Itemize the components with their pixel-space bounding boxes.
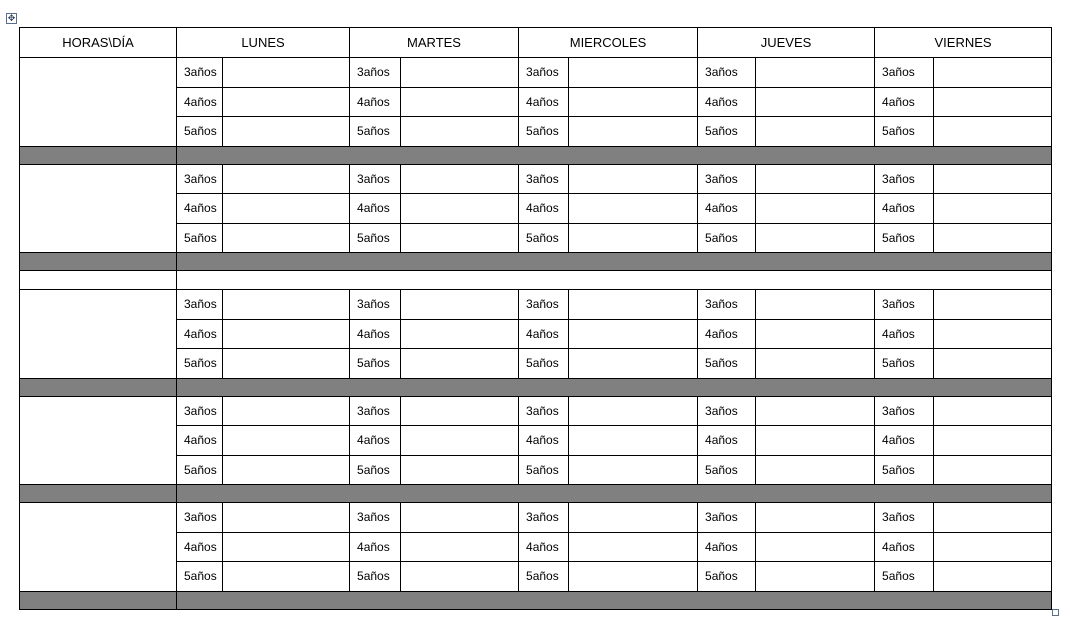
age-label-viernes: 4años	[875, 532, 934, 562]
break-span-cell[interactable]	[177, 253, 1052, 271]
entry-cell-viernes[interactable]	[934, 532, 1052, 562]
age-label-miercoles: 4años	[519, 194, 569, 224]
age-label-jueves: 5años	[698, 117, 756, 147]
entry-cell-jueves[interactable]	[756, 396, 875, 426]
age-label-martes: 5años	[350, 562, 401, 592]
age-label-jueves: 3años	[698, 58, 756, 88]
header-row	[20, 28, 1052, 58]
entry-cell-miercoles[interactable]	[569, 290, 698, 320]
break-row	[20, 591, 1052, 609]
entry-cell-lunes[interactable]	[223, 58, 350, 88]
age-label-lunes: 4años	[177, 532, 223, 562]
entry-cell-viernes[interactable]	[934, 349, 1052, 379]
entry-cell-jueves[interactable]	[756, 532, 875, 562]
break-hour-cell[interactable]	[20, 378, 177, 396]
spacer-cell[interactable]	[20, 271, 177, 290]
day-header-miercoles: MIERCOLES	[519, 28, 698, 58]
entry-cell-martes[interactable]	[401, 194, 519, 224]
entry-cell-miercoles[interactable]	[569, 194, 698, 224]
entry-cell-viernes[interactable]	[934, 223, 1052, 253]
age-label-miercoles: 4años	[519, 319, 569, 349]
hour-cell-1[interactable]	[20, 58, 177, 147]
break-hour-cell[interactable]	[20, 485, 177, 503]
age-label-miercoles: 5años	[519, 455, 569, 485]
day-header-viernes: VIERNES	[875, 28, 1052, 58]
age-label-miercoles: 5años	[519, 117, 569, 147]
age-label-martes: 5años	[350, 117, 401, 147]
hour-cell-2[interactable]	[20, 164, 177, 253]
entry-cell-viernes[interactable]	[934, 455, 1052, 485]
age-label-jueves: 4años	[698, 194, 756, 224]
age-label-jueves: 3años	[698, 290, 756, 320]
age-label-martes: 4años	[350, 194, 401, 224]
age-label-miercoles: 5años	[519, 562, 569, 592]
entry-cell-viernes[interactable]	[934, 194, 1052, 224]
entry-cell-martes[interactable]	[401, 503, 519, 533]
age-label-martes: 4años	[350, 319, 401, 349]
age-label-miercoles: 4años	[519, 87, 569, 117]
entry-cell-viernes[interactable]	[934, 503, 1052, 533]
break-span-cell[interactable]	[177, 591, 1052, 609]
entry-cell-viernes[interactable]	[934, 87, 1052, 117]
age-label-viernes: 4años	[875, 194, 934, 224]
entry-cell-viernes[interactable]	[934, 290, 1052, 320]
entry-cell-martes[interactable]	[401, 117, 519, 147]
day-header-jueves: JUEVES	[698, 28, 875, 58]
age-label-miercoles: 3años	[519, 164, 569, 194]
age-label-miercoles: 5años	[519, 223, 569, 253]
entry-cell-miercoles[interactable]	[569, 396, 698, 426]
entry-cell-martes[interactable]	[401, 562, 519, 592]
entry-cell-viernes[interactable]	[934, 117, 1052, 147]
age-label-lunes: 3años	[177, 164, 223, 194]
hour-cell-5[interactable]	[20, 503, 177, 592]
age-label-lunes: 5años	[177, 349, 223, 379]
age-label-martes: 5años	[350, 455, 401, 485]
entry-cell-miercoles[interactable]	[569, 117, 698, 147]
entry-cell-lunes[interactable]	[223, 164, 350, 194]
age-label-jueves: 5años	[698, 455, 756, 485]
entry-cell-viernes[interactable]	[934, 562, 1052, 592]
entry-cell-miercoles[interactable]	[569, 349, 698, 379]
age-label-viernes: 3años	[875, 503, 934, 533]
break-row	[20, 485, 1052, 503]
age-label-martes: 5años	[350, 223, 401, 253]
entry-cell-martes[interactable]	[401, 223, 519, 253]
age-label-martes: 3años	[350, 58, 401, 88]
entry-cell-jueves[interactable]	[756, 87, 875, 117]
table-resize-handle-icon[interactable]	[1052, 609, 1059, 616]
table-row	[20, 503, 1052, 533]
age-label-viernes: 5años	[875, 117, 934, 147]
entry-cell-lunes[interactable]	[223, 532, 350, 562]
spacer-span-cell[interactable]	[177, 271, 1052, 290]
age-label-jueves: 4años	[698, 319, 756, 349]
entry-cell-martes[interactable]	[401, 349, 519, 379]
entry-cell-jueves[interactable]	[756, 319, 875, 349]
entry-cell-jueves[interactable]	[756, 455, 875, 485]
age-label-martes: 4años	[350, 87, 401, 117]
age-label-jueves: 4años	[698, 87, 756, 117]
hour-cell-3[interactable]	[20, 290, 177, 379]
entry-cell-jueves[interactable]	[756, 117, 875, 147]
entry-cell-viernes[interactable]	[934, 164, 1052, 194]
entry-cell-jueves[interactable]	[756, 223, 875, 253]
table-move-handle-icon[interactable]: ✥	[7, 13, 16, 23]
schedule-body	[20, 28, 1052, 610]
age-label-viernes: 5años	[875, 455, 934, 485]
schedule-table	[19, 27, 1052, 610]
age-label-martes: 4años	[350, 426, 401, 456]
entry-cell-jueves[interactable]	[756, 194, 875, 224]
entry-cell-miercoles[interactable]	[569, 426, 698, 456]
entry-cell-lunes[interactable]	[223, 194, 350, 224]
age-label-lunes: 4años	[177, 87, 223, 117]
entry-cell-lunes[interactable]	[223, 117, 350, 147]
age-label-martes: 3años	[350, 164, 401, 194]
age-label-lunes: 3años	[177, 290, 223, 320]
break-row	[20, 253, 1052, 271]
age-label-jueves: 4años	[698, 532, 756, 562]
break-row	[20, 146, 1052, 164]
entry-cell-martes[interactable]	[401, 532, 519, 562]
entry-cell-jueves[interactable]	[756, 349, 875, 379]
age-label-lunes: 3años	[177, 58, 223, 88]
age-label-jueves: 3años	[698, 164, 756, 194]
entry-cell-martes[interactable]	[401, 87, 519, 117]
age-label-jueves: 5años	[698, 349, 756, 379]
age-label-jueves: 5años	[698, 223, 756, 253]
entry-cell-lunes[interactable]	[223, 455, 350, 485]
age-label-viernes: 4años	[875, 87, 934, 117]
entry-cell-viernes[interactable]	[934, 396, 1052, 426]
age-label-martes: 4años	[350, 532, 401, 562]
break-span-cell[interactable]	[177, 485, 1052, 503]
break-hour-cell[interactable]	[20, 253, 177, 271]
entry-cell-miercoles[interactable]	[569, 503, 698, 533]
break-row	[20, 378, 1052, 396]
age-label-jueves: 3años	[698, 396, 756, 426]
break-span-cell[interactable]	[177, 378, 1052, 396]
entry-cell-viernes[interactable]	[934, 426, 1052, 456]
age-label-lunes: 5años	[177, 455, 223, 485]
entry-cell-martes[interactable]	[401, 319, 519, 349]
age-label-jueves: 3años	[698, 503, 756, 533]
age-label-lunes: 4años	[177, 426, 223, 456]
table-row	[20, 164, 1052, 194]
entry-cell-martes[interactable]	[401, 455, 519, 485]
entry-cell-martes[interactable]	[401, 58, 519, 88]
entry-cell-jueves[interactable]	[756, 503, 875, 533]
age-label-viernes: 3años	[875, 58, 934, 88]
age-label-viernes: 5años	[875, 562, 934, 592]
entry-cell-viernes[interactable]	[934, 58, 1052, 88]
entry-cell-miercoles[interactable]	[569, 319, 698, 349]
entry-cell-jueves[interactable]	[756, 164, 875, 194]
entry-cell-jueves[interactable]	[756, 290, 875, 320]
corner-header: HORAS\DÍA	[20, 28, 177, 58]
entry-cell-lunes[interactable]	[223, 319, 350, 349]
age-label-lunes: 5años	[177, 223, 223, 253]
age-label-martes: 3años	[350, 503, 401, 533]
age-label-lunes: 3años	[177, 396, 223, 426]
age-label-viernes: 4años	[875, 426, 934, 456]
age-label-martes: 3años	[350, 396, 401, 426]
age-label-viernes: 3años	[875, 396, 934, 426]
table-row	[20, 396, 1052, 426]
break-span-cell[interactable]	[177, 146, 1052, 164]
entry-cell-lunes[interactable]	[223, 223, 350, 253]
age-label-viernes: 5años	[875, 223, 934, 253]
age-label-lunes: 5años	[177, 562, 223, 592]
entry-cell-miercoles[interactable]	[569, 223, 698, 253]
break-hour-cell[interactable]	[20, 591, 177, 609]
age-label-martes: 3años	[350, 290, 401, 320]
age-label-miercoles: 3años	[519, 503, 569, 533]
entry-cell-martes[interactable]	[401, 426, 519, 456]
entry-cell-martes[interactable]	[401, 164, 519, 194]
entry-cell-miercoles[interactable]	[569, 58, 698, 88]
entry-cell-miercoles[interactable]	[569, 455, 698, 485]
entry-cell-miercoles[interactable]	[569, 164, 698, 194]
hour-cell-4[interactable]	[20, 396, 177, 485]
break-hour-cell[interactable]	[20, 146, 177, 164]
entry-cell-lunes[interactable]	[223, 562, 350, 592]
age-label-miercoles: 5años	[519, 349, 569, 379]
entry-cell-lunes[interactable]	[223, 87, 350, 117]
day-header-lunes: LUNES	[177, 28, 350, 58]
age-label-miercoles: 3años	[519, 58, 569, 88]
age-label-jueves: 5años	[698, 562, 756, 592]
entry-cell-jueves[interactable]	[756, 562, 875, 592]
age-label-lunes: 3años	[177, 503, 223, 533]
age-label-miercoles: 4años	[519, 426, 569, 456]
age-label-viernes: 3años	[875, 290, 934, 320]
entry-cell-miercoles[interactable]	[569, 87, 698, 117]
day-header-martes: MARTES	[350, 28, 519, 58]
entry-cell-jueves[interactable]	[756, 426, 875, 456]
entry-cell-martes[interactable]	[401, 290, 519, 320]
entry-cell-viernes[interactable]	[934, 319, 1052, 349]
entry-cell-miercoles[interactable]	[569, 532, 698, 562]
age-label-miercoles: 3años	[519, 290, 569, 320]
age-label-lunes: 4años	[177, 319, 223, 349]
entry-cell-lunes[interactable]	[223, 290, 350, 320]
age-label-viernes: 3años	[875, 164, 934, 194]
entry-cell-martes[interactable]	[401, 396, 519, 426]
table-row	[20, 290, 1052, 320]
entry-cell-miercoles[interactable]	[569, 562, 698, 592]
spacer-row	[20, 271, 1052, 290]
age-label-viernes: 4años	[875, 319, 934, 349]
age-label-martes: 5años	[350, 349, 401, 379]
age-label-viernes: 5años	[875, 349, 934, 379]
entry-cell-lunes[interactable]	[223, 396, 350, 426]
entry-cell-lunes[interactable]	[223, 426, 350, 456]
table-row	[20, 58, 1052, 88]
age-label-lunes: 4años	[177, 194, 223, 224]
age-label-miercoles: 4años	[519, 532, 569, 562]
age-label-miercoles: 3años	[519, 396, 569, 426]
age-label-lunes: 5años	[177, 117, 223, 147]
age-label-jueves: 4años	[698, 426, 756, 456]
entry-cell-lunes[interactable]	[223, 503, 350, 533]
entry-cell-jueves[interactable]	[756, 58, 875, 88]
entry-cell-lunes[interactable]	[223, 349, 350, 379]
